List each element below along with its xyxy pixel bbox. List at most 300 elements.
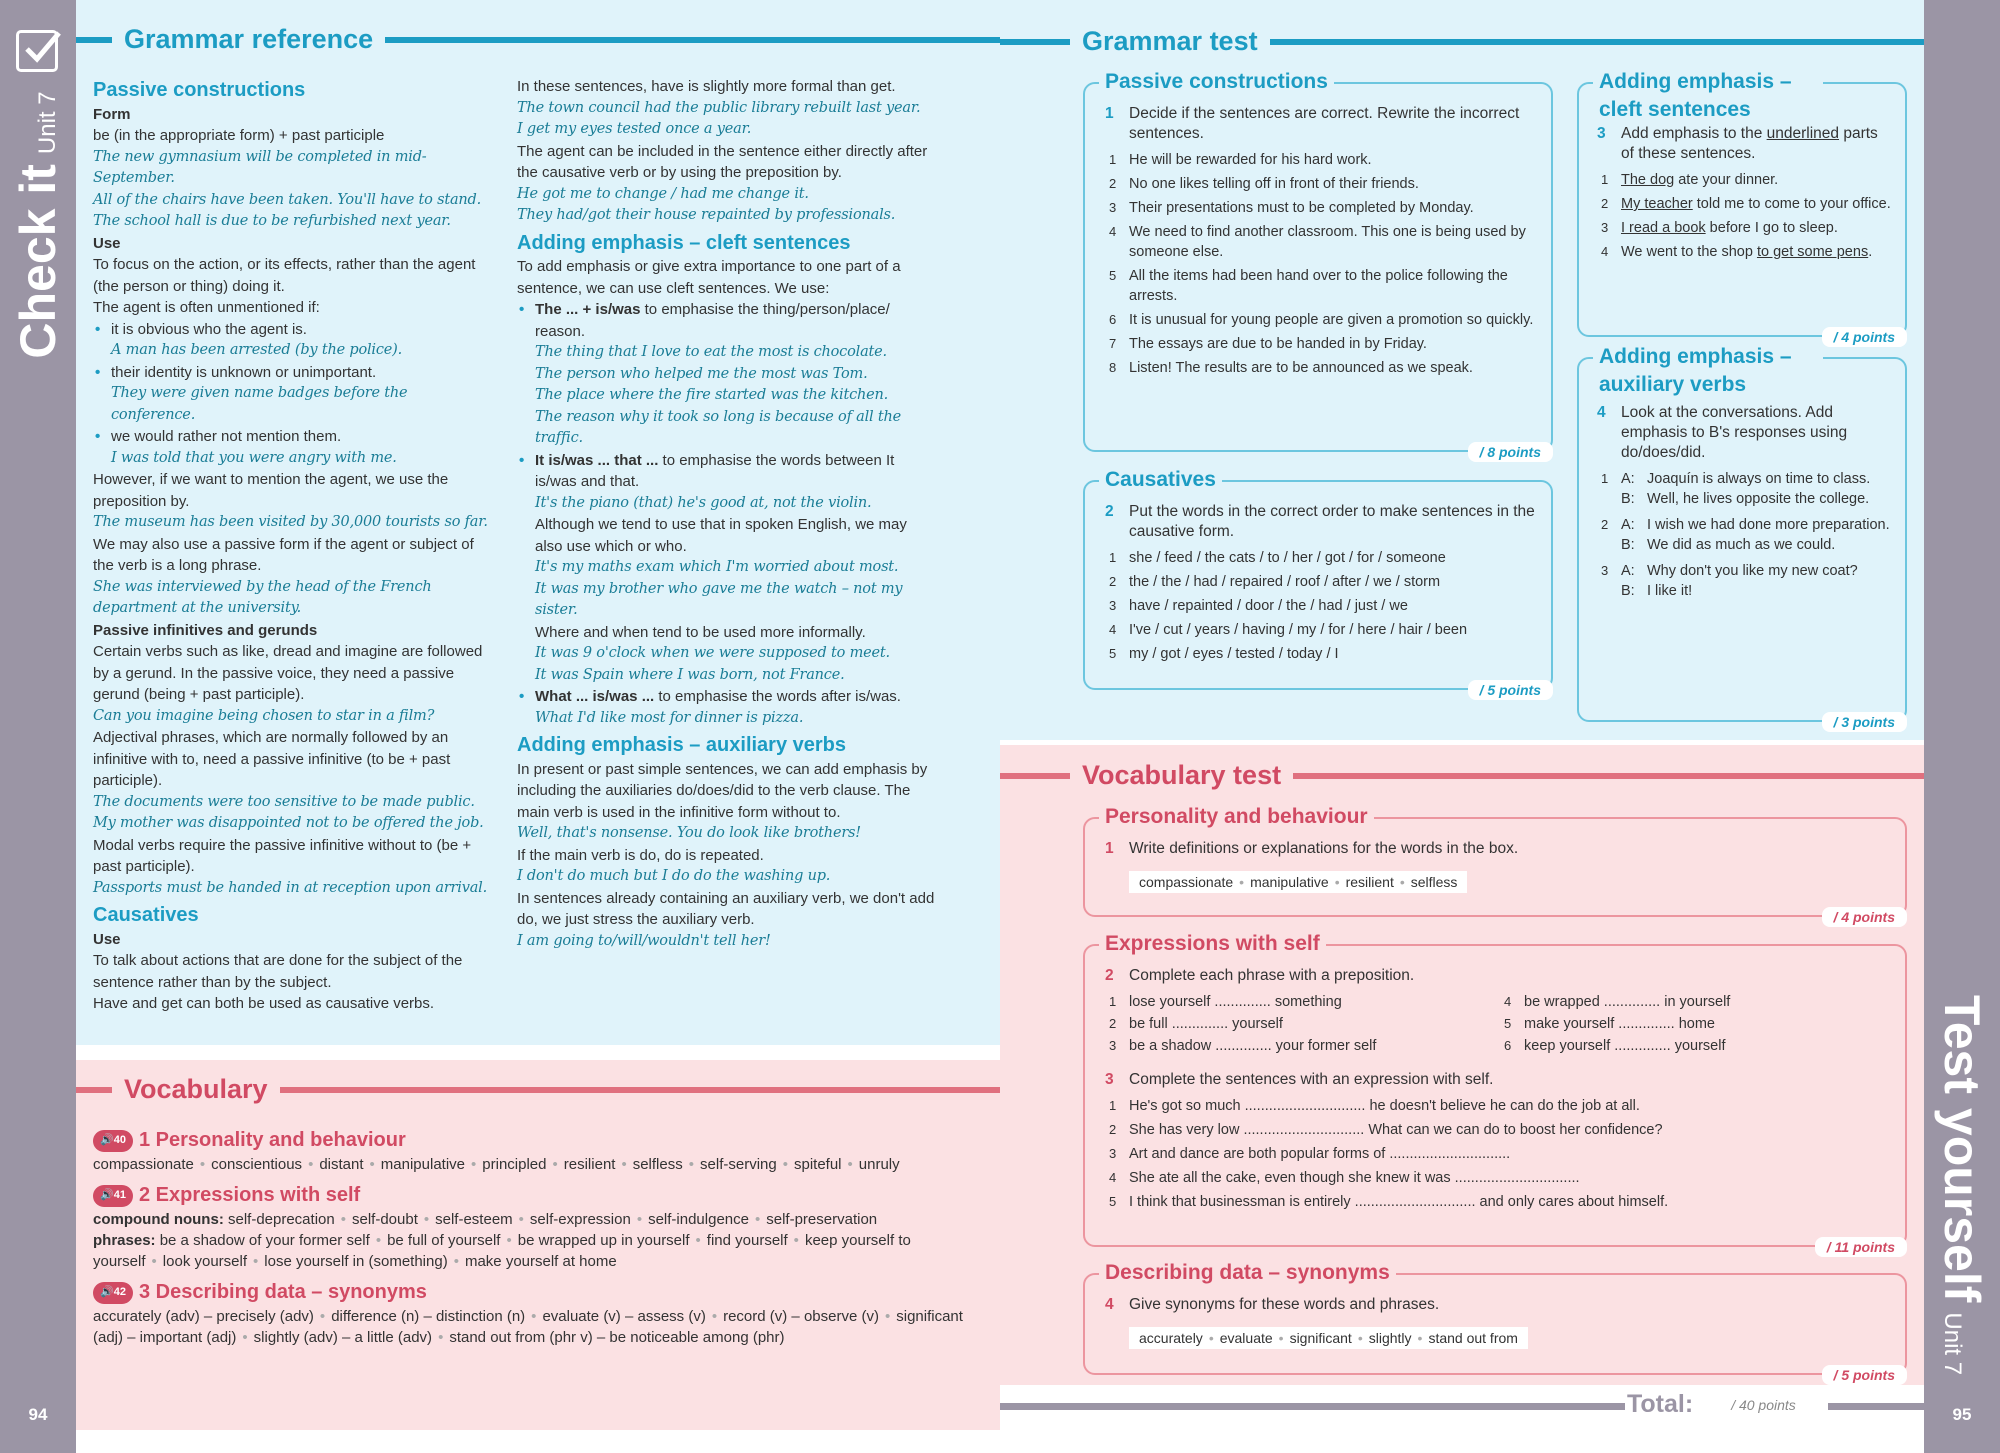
underlined-part: The dog	[1621, 172, 1675, 188]
test-item	[1105, 1144, 1889, 1164]
task-instruction: 3 Add emphasis to the underlined parts of these sentences.	[1597, 125, 1878, 162]
use-text: To focus on the action, or its effects, rather than the agent (the person or thing) doing it.	[93, 256, 476, 295]
line-text: Joaquín is always on time to class.	[1647, 471, 1871, 487]
bullet: • we would rather not mention them.	[93, 426, 493, 448]
item-number	[1597, 535, 1621, 555]
bullet: • it is obvious who the agent is.	[93, 319, 493, 341]
phrase-item	[1500, 1036, 1730, 1056]
item-number: 3	[1109, 598, 1117, 613]
total-label: Total:	[1627, 1390, 1694, 1418]
item-text-pre: We went to the shop	[1621, 244, 1757, 260]
test-item	[1105, 174, 1535, 194]
item-text-rest: told me to come to your office.	[1692, 196, 1891, 212]
audio-icon[interactable]: 🔊 42	[93, 1282, 133, 1304]
box-word: significant	[1289, 1330, 1352, 1346]
item-text: I think that businessman is entirely .............................. and only cares about himself.	[1129, 1194, 1669, 1210]
task-instruction: 2 Put the words in the correct order to make sentences in the causative form.	[1105, 503, 1535, 540]
grammar-col-1	[93, 74, 493, 1015]
example: The school hall is due to be refurbished next year.	[93, 213, 451, 229]
item-text: She ate all the cake, even though she knew it was ...............................	[1129, 1170, 1580, 1186]
vocab-word: be a shadow of your former self	[159, 1232, 370, 1249]
item-text: the / the / had / repaired / roof / after / we / storm	[1129, 574, 1441, 590]
vocab-section-1: 🔊 40 1 Personality and behaviour	[93, 1130, 973, 1152]
example: The thing that I love to eat the most is chocolate.	[535, 344, 887, 360]
vocab-word: significant (adj) – important (adj)	[93, 1308, 963, 1346]
test-item	[1105, 198, 1535, 218]
box-word: stand out from	[1428, 1330, 1518, 1346]
vocab-word: self-deprecation	[227, 1211, 335, 1228]
text: To talk about actions that are done for the subject of the sentence rather than by the subject.	[93, 952, 463, 991]
vocab-word: self-serving	[700, 1156, 777, 1173]
item-text: It is unusual for young people are given a promotion so quickly.	[1129, 312, 1534, 328]
item-number: 5	[1109, 1194, 1117, 1209]
example: They had/got their house repainted by professionals.	[517, 207, 896, 223]
box-word: accurately	[1139, 1330, 1203, 1346]
vocab-word: slightly (adv) – a little (adv)	[253, 1329, 433, 1346]
example: Can you imagine being chosen to star in a film?	[93, 707, 435, 724]
item-text: she / feed / the cats / to / her / got / for / someone	[1129, 550, 1446, 566]
item-text: I've / cut / years / having / my / for / here / hair / been	[1129, 622, 1468, 638]
separator-dot: •	[1208, 1330, 1214, 1346]
text: To add emphasis or give extra importance to one part of a sentence, we can use cleft sentences. We use:	[517, 258, 901, 297]
separator-dot: •	[151, 1253, 157, 1270]
test-item	[1105, 334, 1535, 354]
example: The person who helped me the most was Tom.	[535, 365, 868, 382]
separator-dot: •	[1399, 874, 1405, 890]
vocab-word: be wrapped up in yourself	[517, 1232, 690, 1249]
item-number: 5	[1109, 646, 1117, 661]
vocab-word: unruly	[858, 1156, 900, 1173]
separator-dot: •	[369, 1156, 375, 1173]
total-bar	[1000, 1403, 1625, 1410]
grammar-col-2	[517, 76, 937, 952]
separator-dot: •	[688, 1156, 695, 1173]
item-text: He's got so much .............................. he doesn't believe he can do the job at all.	[1129, 1098, 1640, 1114]
vocab-word: distant	[319, 1156, 364, 1173]
item-text	[1621, 242, 1872, 262]
example: It's my maths exam which I'm worried about most.	[535, 559, 899, 575]
separator-dot: •	[242, 1329, 248, 1346]
separator-dot: •	[782, 1156, 788, 1173]
inf-label: Passive infinitives and gerunds	[93, 621, 318, 639]
points-badge: / 4 points	[1822, 907, 1907, 927]
test-item	[1105, 1120, 1889, 1140]
conv-line-b	[1597, 489, 1891, 509]
aux-title: Adding emphasis – auxiliary verbs	[517, 734, 847, 756]
separator-dot: •	[1278, 1330, 1284, 1346]
vocab-word: be full of yourself	[387, 1232, 501, 1249]
separator-dot: •	[340, 1211, 346, 1228]
text: In these sentences, have is slightly more formal than get.	[517, 78, 896, 95]
vocab-word: keep yourself to yourself	[93, 1232, 911, 1270]
grammar-reference-heading: Grammar reference	[76, 24, 1000, 55]
example: All of the chairs have been taken. You'll have to stand.	[93, 191, 482, 208]
points-badge: / 4 points	[1822, 327, 1907, 347]
box-word: manipulative	[1250, 874, 1329, 890]
vocab-word: spiteful	[793, 1156, 842, 1173]
test-item	[1105, 572, 1535, 592]
vocabulary-content	[93, 1120, 973, 1348]
item-number: 4	[1109, 622, 1117, 637]
item-number: 2	[1601, 517, 1609, 532]
item-text: Art and dance are both popular forms of ..............................	[1129, 1146, 1511, 1162]
separator-dot: •	[518, 1211, 524, 1228]
item-text: Their presentations must to be completed by Monday.	[1129, 200, 1474, 216]
speaker-b: B:	[1621, 491, 1635, 507]
test-item	[1597, 170, 1891, 190]
example: The museum has been visited by 30,000 tourists so far.	[93, 514, 488, 530]
use-label: Use	[93, 930, 121, 948]
item-text: lose yourself .............. something	[1129, 994, 1342, 1010]
text: Although we tend to use that in spoken English, we may also use which or who.	[535, 516, 907, 555]
example: The documents were too sensitive to be made public.	[93, 793, 475, 810]
item-number: 3	[1109, 200, 1117, 215]
text: We may also use a passive form if the agent or subject of the verb is a long phrase.	[93, 535, 474, 574]
bullet: • What ... is/was ... to emphasise the words after is/was.	[517, 686, 937, 708]
item-number: 5	[1504, 1016, 1512, 1031]
separator-dot: •	[1417, 1330, 1423, 1346]
speaker-a: A:	[1621, 517, 1635, 533]
item-text	[1621, 194, 1891, 214]
test-item	[1105, 266, 1535, 306]
separator-dot: •	[438, 1329, 444, 1346]
phrase-item	[1105, 992, 1500, 1012]
example: My mother was disappointed not to be offered the job.	[93, 815, 484, 831]
example: I don't do much but I do do the washing up.	[517, 868, 831, 884]
test-item	[1105, 620, 1535, 640]
item-number: 2	[1109, 574, 1117, 589]
separator-dot: •	[847, 1156, 853, 1173]
item-number: 4	[1504, 994, 1512, 1009]
conv-line-b	[1597, 535, 1891, 555]
audio-icon[interactable]: 🔊 40	[93, 1130, 133, 1152]
text: Have and get can both be used as causative verbs.	[93, 995, 435, 1012]
points-badge: / 3 points	[1822, 712, 1907, 732]
speaker-text	[1621, 561, 1858, 581]
test-item	[1105, 1192, 1889, 1212]
item-number: 4	[1109, 1170, 1117, 1185]
example: I was told that you were angry with me.	[111, 449, 397, 466]
page-number-left: 94	[28, 1405, 48, 1424]
item-number: 2	[1109, 1122, 1117, 1137]
example: Passports must be handed in at reception upon arrival.	[93, 879, 487, 896]
separator-dot: •	[253, 1253, 259, 1270]
speaker-text	[1621, 515, 1890, 535]
text: Certain verbs such as like, dread and imagine are followed by a gerund. In the passive voice, they need a passive gerund (being + past participle).	[93, 643, 483, 703]
expressions-test-box	[1083, 932, 1907, 1255]
vocabulary-heading: Vocabulary	[76, 1074, 1000, 1105]
underlined-part: to get some pens	[1756, 244, 1869, 260]
test-item	[1105, 222, 1535, 262]
test-item	[1105, 150, 1535, 170]
line-text: I like it!	[1647, 583, 1693, 599]
vocab-word: manipulative	[380, 1156, 466, 1173]
vocab-word: difference (n) – distinction (n)	[331, 1308, 526, 1325]
vocab-word: evaluate (v) – assess (v)	[542, 1308, 706, 1325]
test-item	[1105, 1168, 1889, 1188]
line-text: Why don't you like my new coat?	[1647, 563, 1858, 579]
box-title: Expressions with self	[1099, 930, 1326, 958]
example: I am going to/will/wouldn't tell her!	[517, 932, 771, 949]
vocab-word: self-esteem	[435, 1211, 513, 1228]
underlined-part: I read a book	[1621, 220, 1706, 236]
underlined-part: My teacher	[1621, 196, 1693, 212]
test-item	[1597, 194, 1891, 214]
item-text-rest: .	[1868, 244, 1873, 260]
vocab-word: self-indulgence	[648, 1211, 749, 1228]
example: He got me to change / had me change it.	[517, 185, 809, 202]
item-number: 3	[1601, 220, 1609, 235]
data-test-box	[1083, 1261, 1907, 1383]
left-sidebar	[0, 0, 76, 1453]
aux-test-box	[1577, 345, 1907, 730]
test-yourself-title: Test yourselfUnit 7	[1934, 994, 1990, 1376]
item-text: my / got / eyes / tested / today / I	[1129, 646, 1339, 662]
separator-dot: •	[793, 1232, 799, 1249]
item-text: The essays are due to be handed in by Friday.	[1129, 336, 1427, 352]
item-text: She has very low .............................. What can we can do to boost her confidence?	[1129, 1122, 1663, 1138]
example: It was Spain where I was born, not France.	[535, 666, 845, 683]
separator-dot: •	[423, 1211, 430, 1228]
points-badge: / 5 points	[1822, 1365, 1907, 1385]
separator-dot: •	[621, 1156, 627, 1173]
example: A man has been arrested (by the police).	[111, 342, 403, 358]
item-text: be full .............. yourself	[1129, 1016, 1283, 1032]
test-item	[1105, 310, 1535, 330]
bullet: • their identity is unknown or unimportant.	[93, 362, 493, 384]
example: It was 9 o'clock when we were supposed to meet.	[535, 645, 890, 661]
text: The agent can be included in the sentence either directly after the causative verb or by using the preposition by.	[517, 142, 928, 181]
item-number: 2	[1601, 196, 1609, 211]
separator-dot: •	[636, 1211, 643, 1228]
conv-line-a	[1597, 561, 1891, 581]
separator-dot: •	[199, 1156, 206, 1173]
speaker-text	[1621, 469, 1870, 489]
text: If the main verb is do, do is repeated.	[517, 846, 764, 864]
example: I get my eyes tested once a year.	[517, 121, 752, 137]
item-number: 2	[1109, 1016, 1117, 1031]
item-number: 1	[1109, 994, 1117, 1009]
separator-dot: •	[471, 1156, 477, 1173]
speaker-text	[1621, 581, 1692, 601]
task-instruction: 1 Write definitions or explanations for the words in the box.	[1105, 840, 1519, 857]
item-number: 1	[1601, 172, 1609, 187]
vocab-word: self-preservation	[766, 1211, 878, 1228]
expression-sentences	[1105, 1096, 1889, 1212]
right-sidebar	[1924, 0, 2000, 1453]
agent-text: The agent is often unmentioned if:	[93, 299, 320, 316]
aux-items	[1597, 469, 1891, 601]
task-instruction: 2 Complete each phrase with a preposition.	[1105, 967, 1415, 984]
causatives-items	[1105, 548, 1535, 664]
total-points: / 40 points	[1703, 1393, 1824, 1417]
item-text-rest: ate your dinner.	[1674, 172, 1779, 188]
item-text: keep yourself .............. yourself	[1524, 1038, 1726, 1054]
task-instruction: 4 Give synonyms for these words and phrases.	[1105, 1296, 1440, 1313]
box-word: slightly	[1368, 1330, 1412, 1346]
vocab-test-heading: Vocabulary test	[1000, 760, 1924, 791]
grammar-test-heading: Grammar test	[1000, 26, 1924, 57]
test-item	[1105, 1096, 1889, 1116]
speaker-text	[1621, 489, 1869, 509]
box-word: selfless	[1410, 874, 1458, 890]
item-number: 3	[1109, 1038, 1117, 1053]
phrase-item	[1500, 1014, 1730, 1034]
phrase-item	[1105, 1014, 1500, 1034]
item-number: 2	[1109, 176, 1117, 191]
vocab-word: resilient	[563, 1156, 616, 1173]
vocab-word: find yourself	[706, 1232, 788, 1249]
audio-icon[interactable]: 🔊 41	[93, 1185, 133, 1207]
example: What I'd like most for dinner is pizza.	[535, 709, 804, 726]
item-text: He will be rewarded for his hard work.	[1129, 152, 1372, 168]
item-text	[1621, 170, 1778, 190]
check-icon	[16, 30, 58, 72]
speaker-a: A:	[1621, 563, 1635, 579]
vocab-word: conscientious	[211, 1156, 303, 1173]
item-number: 1	[1109, 1098, 1117, 1113]
vocab-synonyms	[93, 1306, 973, 1348]
test-item	[1105, 644, 1535, 664]
box-title: Adding emphasis – auxiliary verbs	[1593, 343, 1823, 399]
vocab-word: record (v) – observe (v)	[723, 1308, 879, 1325]
example: The reason why it took so long is because of all the traffic.	[535, 408, 902, 446]
item-number: 3	[1601, 563, 1609, 578]
box-word: compassionate	[1139, 874, 1234, 890]
bullet: • The ... + is/was to emphasise the thing/person/place/ reason.	[517, 299, 937, 342]
item-number: 1	[1601, 471, 1609, 486]
item-text: be a shadow .............. your former self	[1129, 1038, 1377, 1054]
vocab-word: compassionate	[93, 1156, 194, 1173]
example: She was interviewed by the head of the French department at the university.	[93, 578, 432, 616]
test-item	[1105, 548, 1535, 568]
test-item	[1597, 242, 1891, 262]
line-text: I wish we had done more preparation.	[1647, 517, 1890, 533]
word-box	[1129, 871, 1467, 893]
item-number: 1	[1109, 152, 1117, 167]
form-label: Form	[93, 105, 131, 123]
bullet: • It is/was ... that ... to emphasise the words between It is/was and that.	[517, 450, 937, 493]
causatives-test-box	[1083, 468, 1553, 698]
box-title: Adding emphasis – cleft sentences	[1593, 68, 1823, 124]
vocab-word: make yourself at home	[464, 1253, 617, 1270]
box-title: Passive constructions	[1099, 68, 1334, 96]
vocab-section-3: 🔊 42 3 Describing data – synonyms	[93, 1282, 973, 1304]
vocab-word: self-expression	[529, 1211, 631, 1228]
separator-dot: •	[754, 1211, 761, 1228]
separator-dot: •	[453, 1253, 459, 1270]
vocab-word: principled	[482, 1156, 547, 1173]
cleft-items	[1597, 170, 1891, 262]
vocab-compound: compound nouns: self-deprecation • self-doubt • self-esteem • self-expression • self-indulgence • self-preservation	[93, 1211, 878, 1228]
points-badge: / 5 points	[1468, 680, 1553, 700]
example: They were given name badges before the conference.	[111, 385, 408, 423]
vocab-word: lose yourself in (something)	[264, 1253, 448, 1270]
separator-dot: •	[884, 1308, 891, 1325]
box-title: Causatives	[1099, 466, 1222, 494]
box-word: evaluate	[1219, 1330, 1273, 1346]
text: In sentences already containing an auxiliary verb, we don't add do, we just stress the auxiliary verb.	[517, 889, 935, 928]
line-text: We did as much as we could.	[1647, 537, 1836, 553]
item-text: We need to find another classroom. This one is being used by someone else.	[1129, 224, 1526, 260]
conv-line-a	[1597, 515, 1891, 535]
vocab-word: self-doubt	[351, 1211, 418, 1228]
box-title: Personality and behaviour	[1099, 803, 1374, 831]
separator-dot: •	[711, 1308, 718, 1325]
separator-dot: •	[552, 1156, 558, 1173]
item-text: have / repainted / door / the / had / just / we	[1129, 598, 1408, 614]
text: Adjectival phrases, which are normally followed by an infinitive with to, need a passive infinitive (to be + past participle).	[93, 729, 451, 789]
total-row	[1627, 1390, 1824, 1419]
phrase-item	[1105, 1036, 1500, 1056]
cleft-test-box	[1577, 70, 1907, 345]
separator-dot: •	[506, 1232, 512, 1249]
passive-test-box	[1083, 70, 1553, 460]
speaker-b: B:	[1621, 537, 1635, 553]
personality-test-box	[1083, 805, 1907, 925]
points-badge: / 8 points	[1468, 442, 1553, 462]
text: Modal verbs require the passive infinitive without to (be + past participle).	[93, 836, 472, 875]
item-text	[1621, 218, 1838, 238]
word-box	[1129, 1327, 1528, 1349]
points-badge: / 11 points	[1815, 1237, 1907, 1257]
separator-dot: •	[531, 1308, 537, 1325]
separator-dot: •	[1239, 874, 1245, 890]
item-text: No one likes telling off in front of their friends.	[1129, 176, 1419, 192]
item-number: 1	[1109, 550, 1117, 565]
passive-title: Passive constructions	[93, 79, 306, 101]
vocab-word: accurately (adv) – precisely (adv)	[93, 1308, 314, 1325]
speaker-b: B:	[1621, 583, 1635, 599]
text: In present or past simple sentences, we can add emphasis by including the auxiliaries do/does/did to the verb clause. The main verb is used in the infinitive form without to.	[517, 760, 928, 821]
form-text: be (in the appropriate form) + past participle	[93, 127, 385, 144]
item-number: 4	[1601, 244, 1609, 259]
item-number	[1597, 489, 1621, 509]
conv-line-a	[1597, 469, 1891, 489]
item-number: 7	[1109, 336, 1117, 351]
vocab-word: stand out from (phr v) – be noticeable among (phr)	[449, 1329, 785, 1346]
item-text: All the items had been hand over to the police following the arrests.	[1129, 268, 1508, 304]
task-instruction: 4 Look at the conversations. Add emphasis to B's responses using do/does/did.	[1597, 404, 1848, 461]
separator-dot: •	[319, 1308, 326, 1325]
separator-dot: •	[1334, 874, 1340, 890]
passive-items	[1105, 150, 1535, 378]
example: It was my brother who gave me the watch – not my sister.	[535, 580, 903, 618]
vocab-section-2: 🔊 41 2 Expressions with self	[93, 1185, 973, 1207]
item-text-rest: before I go to sleep.	[1705, 220, 1838, 236]
phrases-left	[1105, 992, 1500, 1058]
separator-dot: •	[695, 1232, 701, 1249]
item-text: be wrapped .............. in yourself	[1524, 994, 1731, 1010]
item-number: 4	[1109, 224, 1117, 239]
separator-dot: •	[375, 1232, 382, 1249]
item-number: 8	[1109, 360, 1117, 375]
item-text: Listen! The results are to be announced as we speak.	[1129, 360, 1473, 376]
conv-line-b	[1597, 581, 1891, 601]
test-item	[1105, 358, 1535, 378]
task-instruction: 1 Decide if the sentences are correct. Rewrite the incorrect sentences.	[1105, 105, 1520, 142]
causatives-title: Causatives	[93, 904, 199, 926]
total-bar	[1828, 1403, 1924, 1410]
separator-dot: •	[1357, 1330, 1363, 1346]
cleft-title: Adding emphasis – cleft sentences	[517, 231, 851, 254]
item-text: make yourself .............. home	[1524, 1016, 1715, 1032]
box-word: resilient	[1345, 874, 1394, 890]
example: The new gymnasium will be completed in mid-September.	[93, 148, 427, 186]
text: Where and when tend to be used more informally.	[535, 623, 866, 641]
example: It's the piano (that) he's good at, not the violin.	[535, 494, 872, 511]
vocab-word-list	[93, 1154, 973, 1175]
